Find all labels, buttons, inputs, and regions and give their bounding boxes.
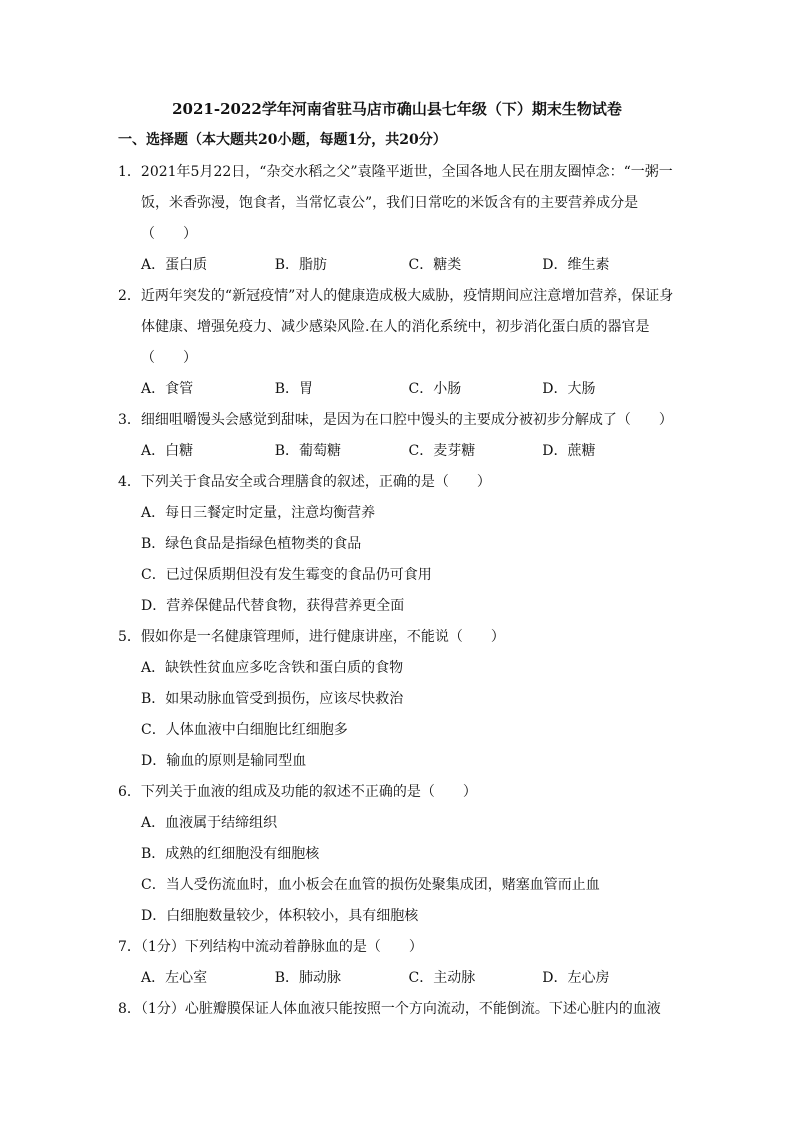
question-7-options — [118, 963, 676, 994]
exam-title: 2021-2022学年河南省驻马店市确山县七年级（下）期末生物试卷 — [172, 100, 622, 118]
option-d: D．蔗糖 — [542, 443, 596, 459]
option-b: B．肺动脉 — [274, 970, 342, 986]
option-d: D．维生素 — [542, 257, 610, 273]
option-d: D．输血的原则是输同型血 — [141, 753, 307, 769]
option-d: D．左心房 — [542, 970, 610, 986]
option-c: C．主动脉 — [408, 970, 476, 986]
question-4-stem: 4．下列关于食品安全或合理膳食的叙述，正确的是（ ） — [118, 474, 491, 490]
option-b: B．如果动脉血管受到损伤，应该尽快救治 — [141, 691, 404, 707]
question-3-stem: 3．细细咀嚼馒头会感觉到甜味，是因为在口腔中馒头的主要成分被初步分解成了（ ） — [118, 412, 673, 428]
option-a: A．左心室 — [141, 970, 208, 986]
option-b: B．绿色食品是指绿色植物类的食品 — [141, 536, 362, 552]
option-a: A．蛋白质 — [141, 257, 208, 273]
question-1-stem: 1．2021年5月22日，“杂交水稻之父”袁隆平逝世，全国各地人民在朋友圈悼念：“一粥一饭，米香弥漫，饱食者，当常忆袁公”，我们日常吃的米饭含有的主要营养成分是（ ） — [118, 164, 673, 242]
option-c: C．糖类 — [408, 257, 462, 273]
option-a: A．食管 — [141, 381, 194, 397]
option-a: A．白糖 — [141, 443, 194, 459]
option-d: D．营养保健品代替食物，获得营养更全面 — [141, 598, 405, 614]
question-2-stem: 2．近两年突发的“新冠疫情”对人的健康造成极大威胁，疫情期间应注意增加营养，保证身体健康、增强免疫力、减少感染风险.在人的消化系统中，初步消化蛋白质的器官是（ ） — [118, 288, 674, 366]
question-7-stem: 7．（1分）下列结构中流动着静脉血的是（ ） — [118, 939, 423, 955]
option-b: B．脂肪 — [274, 257, 328, 273]
option-c: C．小肠 — [408, 381, 462, 397]
option-a: A．每日三餐定时定量，注意均衡营养 — [141, 505, 376, 521]
option-c: C．人体血液中白细胞比红细胞多 — [141, 722, 348, 738]
question-5-stem: 5．假如你是一名健康管理师，进行健康讲座，不能说（ ） — [118, 629, 505, 645]
question-3-options — [118, 436, 676, 467]
question-1-options — [118, 250, 676, 281]
option-a: A．缺铁性贫血应多吃含铁和蛋白质的食物 — [141, 660, 404, 676]
section-heading: 一、选择题（本大题共20小题，每题1分，共20分） — [118, 132, 447, 148]
option-b: B．成熟的红细胞没有细胞核 — [141, 846, 320, 862]
option-b: B．葡萄糖 — [274, 443, 342, 459]
option-c: C．当人受伤流血时，血小板会在血管的损伤处聚集成团，赌塞血管而止血 — [141, 877, 600, 893]
question-8-stem: 8．（1分）心脏瓣膜保证人体血液只能按照一个方向流动，不能倒流。下述心脏内的血液 — [118, 1001, 661, 1017]
option-c: C．麦芽糖 — [408, 443, 476, 459]
question-6-stem: 6．下列关于血液的组成及功能的叙述不正确的是（ ） — [118, 784, 477, 800]
option-c: C．已过保质期但没有发生霉变的食品仍可食用 — [141, 567, 432, 583]
question-2-options — [118, 374, 676, 405]
option-b: B．胃 — [274, 381, 314, 397]
option-a: A．血液属于结缔组织 — [141, 815, 278, 831]
option-d: D．白细胞数量较少，体积较小，具有细胞核 — [141, 908, 419, 924]
option-d: D．大肠 — [542, 381, 596, 397]
